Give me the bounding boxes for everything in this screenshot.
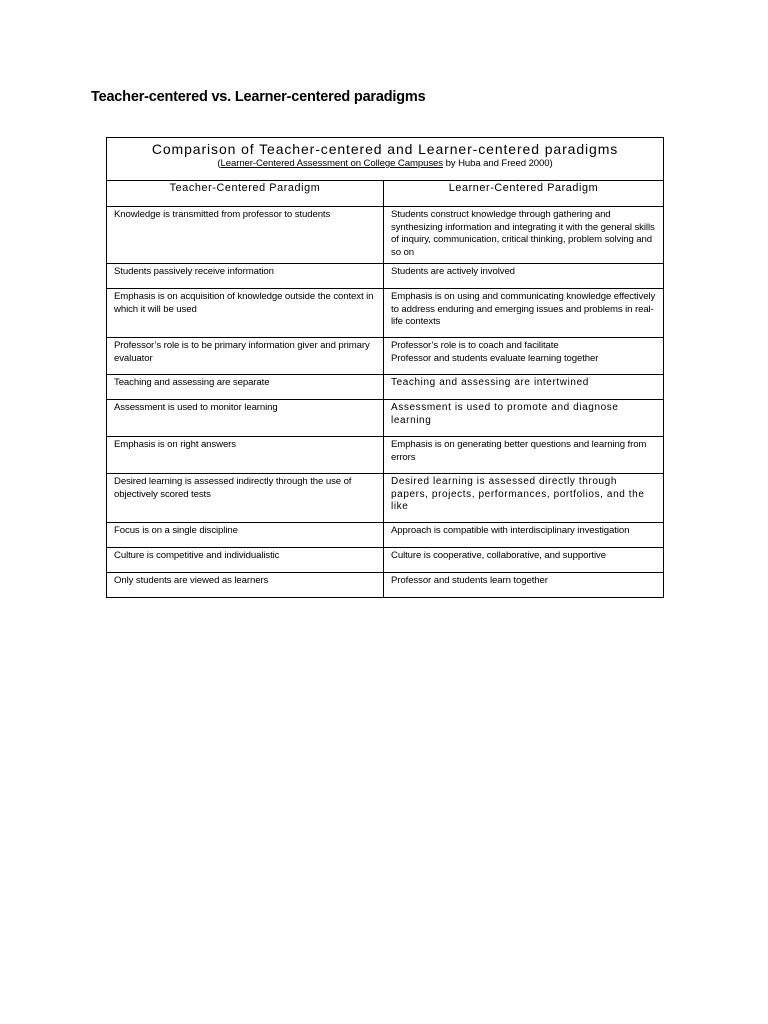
learner-cell: Assessment is used to promote and diagnose learning xyxy=(384,400,664,437)
learner-cell: Culture is cooperative, collaborative, and supportive xyxy=(384,548,664,573)
teacher-cell: Knowledge is transmitted from professor to students xyxy=(107,207,384,264)
caption-authors: by Huba and Freed 2000) xyxy=(443,158,553,169)
teacher-cell: Emphasis is on acquisition of knowledge outside the context in which it will be used xyxy=(107,289,384,338)
teacher-cell: Desired learning is assessed indirectly through the use of objectively scored tests xyxy=(107,474,384,523)
comparison-table xyxy=(106,137,664,598)
table-caption-title: Comparison of Teacher-centered and Learner-centered paradigms xyxy=(151,141,619,157)
caption-book-title: Learner-Centered Assessment on College Campuses xyxy=(220,158,443,169)
learner-cell: Students are actively involved xyxy=(384,264,664,289)
table-caption-source xyxy=(113,158,657,170)
teacher-cell: Emphasis is on right answers xyxy=(107,437,384,474)
learner-cell: Emphasis is on generating better questions and learning from errors xyxy=(384,437,664,474)
table-header-row xyxy=(107,181,664,207)
table-row xyxy=(107,437,664,474)
table-row xyxy=(107,375,664,400)
teacher-cell: Culture is competitive and individualistic xyxy=(107,548,384,573)
table-row xyxy=(107,338,664,375)
table-row xyxy=(107,474,664,523)
table-row xyxy=(107,207,664,264)
learner-cell: Students construct knowledge through gathering and synthesizing information and integrating it with the general skills of inquiry, communication, critical thinking, problem solving and so on xyxy=(384,207,664,264)
table-row xyxy=(107,264,664,289)
teacher-cell: Teaching and assessing are separate xyxy=(107,375,384,400)
header-learner-centered: Learner-Centered Paradigm xyxy=(384,181,664,207)
header-teacher-centered: Teacher-Centered Paradigm xyxy=(107,181,384,207)
table-caption xyxy=(107,138,664,181)
learner-cell: Emphasis is on using and communicating knowledge effectively to address enduring and emerging issues and problems in real-life contexts xyxy=(384,289,664,338)
table-row xyxy=(107,400,664,437)
page-title: Teacher-centered vs. Learner-centered paradigms xyxy=(91,89,426,105)
table-row xyxy=(107,289,664,338)
learner-cell: Teaching and assessing are intertwined xyxy=(384,375,664,400)
table-caption-row xyxy=(107,138,664,181)
teacher-cell: Assessment is used to monitor learning xyxy=(107,400,384,437)
teacher-cell: Focus is on a single discipline xyxy=(107,523,384,548)
caption-open-paren: ( xyxy=(217,158,221,169)
teacher-cell: Professor’s role is to be primary information giver and primary evaluator xyxy=(107,338,384,375)
learner-cell-line: Professor and students evaluate learning together xyxy=(391,352,599,364)
table-row xyxy=(107,573,664,598)
learner-cell-line: Professor’s role is to coach and facilitate xyxy=(391,340,559,351)
learner-cell: Desired learning is assessed directly through papers, projects, performances, portfolios, and the like xyxy=(384,474,664,523)
teacher-cell: Only students are viewed as learners xyxy=(107,573,384,598)
learner-cell: Approach is compatible with interdisciplinary investigation xyxy=(384,523,664,548)
teacher-cell: Students passively receive information xyxy=(107,264,384,289)
learner-cell xyxy=(384,338,664,375)
table-row xyxy=(107,523,664,548)
table-row xyxy=(107,548,664,573)
learner-cell: Professor and students learn together xyxy=(384,573,664,598)
